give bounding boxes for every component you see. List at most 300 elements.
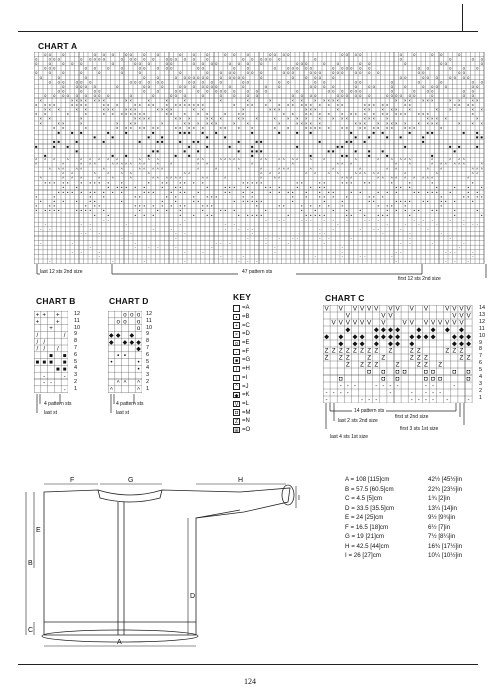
svg-text:×: ×: [102, 102, 105, 108]
svg-text:^: ^: [129, 162, 132, 168]
row-number: 1: [74, 385, 78, 392]
svg-text:o: o: [354, 70, 357, 76]
svg-text:•: •: [193, 212, 195, 218]
svg-text:×: ×: [147, 102, 150, 108]
svg-text:o: o: [399, 52, 402, 57]
svg-text:-: -: [341, 249, 343, 255]
svg-text:•: •: [413, 189, 415, 195]
svg-text:-: -: [319, 231, 321, 237]
svg-text:×: ×: [305, 106, 308, 112]
svg-text:^: ^: [476, 166, 479, 172]
svg-text:^: ^: [237, 157, 240, 163]
svg-text:◆: ◆: [115, 331, 121, 339]
measurement-in: 7½ [8¼]in: [428, 533, 456, 540]
svg-text:-: -: [360, 396, 364, 403]
svg-text:•: •: [179, 208, 181, 214]
svg-text:o: o: [233, 88, 236, 94]
svg-text:•: •: [368, 180, 370, 186]
svg-text:o: o: [183, 83, 186, 89]
svg-text:^: ^: [174, 175, 177, 181]
svg-text:•: •: [49, 203, 51, 209]
svg-text:-: -: [63, 372, 66, 380]
key-equals: =: [242, 426, 246, 433]
svg-text:o: o: [39, 74, 42, 80]
svg-text:■: ■: [62, 352, 67, 360]
svg-text:•: •: [314, 212, 316, 218]
svg-text:•: •: [319, 212, 321, 218]
svg-text:■: ■: [206, 143, 209, 149]
svg-text:×: ×: [242, 111, 245, 117]
key-equals: =: [242, 357, 246, 364]
svg-text:•: •: [454, 208, 456, 214]
svg-text:^: ^: [111, 162, 114, 168]
svg-text:■: ■: [354, 148, 357, 154]
svg-text:■: ■: [35, 143, 38, 149]
svg-text:-: -: [40, 226, 42, 232]
svg-text:^: ^: [201, 157, 204, 163]
svg-text:×: ×: [80, 102, 83, 108]
svg-text:o: o: [179, 83, 182, 89]
schematic-label-c: C: [28, 627, 34, 634]
svg-text:×: ×: [390, 106, 393, 112]
svg-text:×: ×: [35, 102, 38, 108]
svg-text:^: ^: [426, 166, 429, 172]
key-symbol: ⊞: [234, 427, 239, 434]
svg-text:o: o: [210, 83, 213, 89]
svg-text:o: o: [413, 52, 416, 57]
svg-text:×: ×: [381, 102, 384, 108]
svg-text:-: -: [346, 382, 349, 390]
svg-text:×: ×: [431, 116, 434, 122]
key-item: [233, 391, 251, 400]
svg-text:•: •: [350, 189, 352, 195]
svg-text:•: •: [49, 180, 51, 186]
svg-text:×: ×: [120, 111, 123, 117]
svg-text:-: -: [251, 231, 253, 237]
svg-text:o: o: [80, 79, 83, 85]
svg-text:o: o: [192, 74, 195, 80]
svg-text:-: -: [112, 258, 114, 264]
measurement-cm: F = 16.5 [18]cm: [345, 523, 389, 531]
svg-text:■: ■: [201, 129, 204, 135]
svg-text:o: o: [111, 60, 114, 66]
key-item: [233, 356, 251, 365]
svg-text:o: o: [156, 52, 159, 57]
svg-text:×: ×: [152, 102, 155, 108]
svg-text:×: ×: [422, 111, 425, 117]
svg-text:-: -: [80, 231, 82, 237]
row-number: 12: [479, 318, 486, 325]
svg-text:o: o: [143, 83, 146, 89]
svg-text:o: o: [251, 56, 254, 62]
key-item: [233, 374, 251, 383]
svg-text:×: ×: [66, 111, 69, 117]
svg-text:◆: ◆: [459, 333, 464, 341]
svg-text:^: ^: [147, 171, 150, 177]
svg-text:×: ×: [39, 120, 42, 126]
svg-text:×: ×: [98, 97, 101, 103]
svg-text:×: ×: [458, 102, 461, 108]
svg-text:-: -: [238, 258, 240, 264]
svg-text:×: ×: [449, 97, 452, 103]
svg-text:×: ×: [201, 125, 204, 131]
svg-text:•: •: [472, 180, 474, 186]
svg-text:■: ■: [368, 134, 371, 140]
svg-text:o: o: [323, 79, 326, 85]
svg-text:×: ×: [111, 111, 114, 117]
svg-text:o: o: [107, 65, 110, 71]
svg-text:o: o: [138, 70, 141, 76]
key-equals: =: [242, 409, 246, 416]
svg-text:o: o: [314, 74, 317, 80]
svg-text:^: ^: [377, 175, 380, 181]
svg-text:^: ^: [345, 175, 348, 181]
svg-text:•: •: [67, 189, 69, 195]
key-letter: O: [245, 426, 251, 433]
svg-text:×: ×: [264, 102, 267, 108]
svg-text:×: ×: [201, 102, 204, 108]
svg-text:•: •: [409, 180, 411, 186]
svg-text:×: ×: [359, 125, 362, 131]
svg-text:^: ^: [404, 171, 407, 177]
svg-text:•: •: [62, 180, 64, 186]
svg-text:/: /: [43, 345, 46, 353]
svg-text:o: o: [174, 74, 177, 80]
svg-text:×: ×: [399, 111, 402, 117]
key-letter: K: [245, 392, 250, 399]
svg-text:•: •: [117, 352, 120, 360]
svg-text:^: ^: [336, 171, 339, 177]
svg-text:•: •: [134, 194, 136, 200]
svg-text:×: ×: [395, 106, 398, 112]
svg-text:×: ×: [458, 120, 461, 126]
svg-text:-: -: [152, 226, 154, 232]
svg-text:•: •: [431, 189, 433, 195]
svg-text:V: V: [459, 319, 464, 327]
svg-text:×: ×: [404, 97, 407, 103]
svg-text:o: o: [269, 56, 272, 62]
svg-text:o: o: [291, 93, 294, 99]
svg-text:•: •: [296, 185, 298, 191]
svg-text:•: •: [143, 189, 145, 195]
svg-text:×: ×: [372, 116, 375, 122]
svg-text:^: ^: [440, 166, 443, 172]
svg-text:-: -: [427, 226, 429, 232]
svg-text:o: o: [462, 93, 465, 99]
svg-text:•: •: [89, 194, 91, 200]
svg-text:×: ×: [71, 97, 74, 103]
svg-text:×: ×: [449, 106, 452, 112]
svg-text:◆: ◆: [416, 333, 422, 341]
svg-text:^: ^: [48, 166, 51, 172]
svg-text:-: -: [409, 235, 411, 241]
svg-text:■: ■: [251, 152, 254, 158]
svg-text:•: •: [76, 185, 78, 191]
svg-text:o: o: [98, 70, 101, 76]
svg-text:×: ×: [143, 116, 146, 122]
svg-text:•: •: [94, 198, 96, 204]
svg-text:×: ×: [53, 125, 56, 131]
svg-text:o: o: [287, 52, 290, 57]
svg-text:×: ×: [471, 97, 474, 103]
svg-text:^: ^: [123, 379, 127, 387]
svg-text:-: -: [170, 226, 172, 232]
svg-text:-: -: [445, 249, 447, 255]
svg-text:o: o: [120, 56, 123, 62]
svg-text:•: •: [382, 212, 384, 218]
svg-text:■: ■: [66, 143, 69, 149]
svg-text:×: ×: [197, 120, 200, 126]
svg-text:•: •: [184, 180, 186, 186]
svg-text:×: ×: [138, 111, 141, 117]
svg-text:o: o: [53, 56, 56, 62]
key-symbol: ◘: [234, 410, 239, 417]
row-number: 8: [479, 346, 483, 353]
svg-text:×: ×: [102, 111, 105, 117]
svg-text:o: o: [197, 65, 200, 71]
svg-text:o: o: [197, 88, 200, 94]
svg-text:×: ×: [305, 102, 308, 108]
svg-text:o: o: [138, 79, 141, 85]
svg-text:o: o: [143, 74, 146, 80]
measurement-in: 42½ [45½]in: [428, 476, 463, 483]
svg-text:◘: ◘: [338, 375, 343, 383]
svg-text:o: o: [264, 88, 267, 94]
svg-text:^: ^: [147, 157, 150, 163]
svg-text:■: ■: [327, 148, 330, 154]
svg-text:o: o: [359, 93, 362, 99]
svg-text:×: ×: [129, 97, 132, 103]
row-number: 4: [146, 365, 150, 372]
svg-text:^: ^: [228, 157, 231, 163]
svg-text:•: •: [449, 189, 451, 195]
svg-text:×: ×: [395, 97, 398, 103]
svg-text:o: o: [224, 52, 227, 57]
svg-text:■: ■: [399, 134, 402, 140]
svg-text:×: ×: [102, 106, 105, 112]
svg-text:×: ×: [291, 111, 294, 117]
svg-text:-: -: [395, 249, 397, 255]
svg-text:◆: ◆: [395, 340, 400, 348]
svg-text:-: -: [233, 221, 235, 227]
svg-text:×: ×: [251, 102, 254, 108]
svg-text:o: o: [120, 65, 123, 71]
svg-text:Z: Z: [416, 354, 421, 362]
svg-text:o: o: [422, 70, 425, 76]
svg-text:^: ^: [377, 157, 380, 163]
svg-text:•: •: [481, 185, 483, 191]
svg-text:×: ×: [134, 111, 137, 117]
svg-text:-: -: [98, 231, 100, 237]
key-letter: H: [245, 366, 250, 373]
chart-c-row-numbers: [479, 305, 485, 402]
svg-text:•: •: [386, 203, 388, 209]
svg-text:×: ×: [188, 102, 191, 108]
svg-text:-: -: [454, 249, 456, 255]
svg-text:×: ×: [318, 102, 321, 108]
svg-text:Z: Z: [345, 354, 350, 362]
svg-text:o: o: [323, 60, 326, 66]
svg-text:◘: ◘: [452, 368, 457, 376]
svg-text:-: -: [364, 254, 366, 260]
svg-text:×: ×: [174, 102, 177, 108]
svg-text:-: -: [274, 244, 276, 250]
svg-text:o: o: [143, 56, 146, 62]
svg-text:o: o: [287, 79, 290, 85]
svg-text:V: V: [466, 305, 471, 313]
svg-text:^: ^: [120, 166, 123, 172]
svg-text:o: o: [422, 74, 425, 80]
svg-text:×: ×: [71, 102, 74, 108]
svg-text:×: ×: [417, 111, 420, 117]
svg-text:×: ×: [363, 116, 366, 122]
svg-text:o: o: [143, 52, 146, 57]
svg-text:^: ^: [431, 175, 434, 181]
svg-text:o: o: [341, 93, 344, 99]
svg-text:×: ×: [161, 106, 164, 112]
svg-text:^: ^: [260, 175, 263, 181]
svg-text:o: o: [215, 88, 218, 94]
svg-text:×: ×: [300, 102, 303, 108]
svg-text:×: ×: [255, 116, 258, 122]
svg-text:o: o: [255, 93, 258, 99]
svg-text:◆: ◆: [373, 333, 379, 341]
svg-text:×: ×: [75, 97, 78, 103]
svg-text:o: o: [136, 311, 141, 319]
svg-text:×: ×: [363, 106, 366, 112]
svg-text:◘: ◘: [367, 368, 372, 376]
svg-text:o: o: [98, 93, 101, 99]
svg-text:■: ■: [62, 359, 67, 367]
key-symbol: o: [233, 340, 240, 347]
svg-text:o: o: [354, 83, 357, 89]
svg-text:×: ×: [291, 97, 294, 103]
svg-text:V: V: [459, 305, 464, 313]
svg-text:-: -: [391, 254, 393, 260]
svg-text:•: •: [323, 180, 325, 186]
svg-text:×: ×: [408, 106, 411, 112]
svg-text:×: ×: [480, 106, 483, 112]
svg-text:-: -: [80, 249, 82, 255]
svg-text:×: ×: [422, 97, 425, 103]
svg-text:•: •: [35, 203, 37, 209]
svg-text:-: -: [467, 396, 470, 403]
svg-text:-: -: [43, 379, 46, 387]
svg-text:^: ^: [260, 171, 263, 177]
svg-text:-: -: [472, 221, 474, 227]
svg-text:×: ×: [417, 120, 420, 126]
svg-text:Z: Z: [445, 347, 450, 355]
svg-text:^: ^: [309, 157, 312, 163]
svg-text:o: o: [215, 83, 218, 89]
svg-text:^: ^: [435, 171, 438, 177]
svg-text:^: ^: [390, 157, 393, 163]
svg-text:^: ^: [467, 175, 470, 181]
svg-text:^: ^: [350, 162, 353, 168]
svg-text:×: ×: [197, 102, 200, 108]
svg-text:■: ■: [431, 129, 434, 135]
svg-text:•: •: [440, 203, 442, 209]
svg-text:-: -: [445, 258, 447, 264]
svg-text:×: ×: [192, 125, 195, 131]
svg-text:o: o: [98, 88, 101, 94]
svg-text:-: -: [323, 231, 325, 237]
row-number: 9: [74, 331, 78, 338]
svg-text:•: •: [364, 212, 366, 218]
svg-text:×: ×: [84, 102, 87, 108]
svg-text:^: ^: [291, 157, 294, 163]
svg-text:•: •: [260, 180, 262, 186]
svg-text:•: •: [319, 189, 321, 195]
svg-text:-: -: [49, 226, 51, 232]
svg-text:o: o: [354, 79, 357, 85]
svg-text:•: •: [121, 189, 123, 195]
svg-text:■: ■: [309, 152, 312, 158]
svg-text:o: o: [260, 74, 263, 80]
key-equals: =: [242, 322, 246, 329]
svg-text:^: ^: [444, 162, 447, 168]
svg-text:V: V: [452, 312, 457, 320]
svg-text:•: •: [301, 180, 303, 186]
svg-text:•: •: [139, 208, 141, 214]
svg-text:•: •: [175, 194, 177, 200]
svg-text:^: ^: [471, 166, 474, 172]
svg-text:•: •: [98, 180, 100, 186]
svg-text:-: -: [256, 258, 258, 264]
svg-text:×: ×: [341, 111, 344, 117]
svg-text:V: V: [459, 312, 464, 320]
top-rule: [18, 31, 478, 32]
svg-text:^: ^: [341, 175, 344, 181]
svg-text:×: ×: [75, 102, 78, 108]
svg-text:◆: ◆: [395, 326, 400, 334]
svg-text:•: •: [152, 189, 154, 195]
svg-text:•: •: [238, 212, 240, 218]
key-item: [233, 330, 251, 339]
svg-text:o: o: [156, 65, 159, 71]
svg-text:^: ^: [188, 171, 191, 177]
svg-text:•: •: [161, 180, 163, 186]
svg-text:o: o: [80, 83, 83, 89]
svg-text:-: -: [463, 240, 465, 246]
svg-text:◆: ◆: [459, 326, 464, 334]
svg-text:-: -: [238, 226, 240, 232]
svg-text:o: o: [89, 79, 92, 85]
svg-text:o: o: [242, 79, 245, 85]
svg-text:Z: Z: [338, 354, 343, 362]
svg-text:o: o: [48, 60, 51, 66]
svg-text:•: •: [121, 198, 123, 204]
svg-text:^: ^: [206, 162, 209, 168]
svg-text:•: •: [350, 180, 352, 186]
svg-text:o: o: [314, 70, 317, 76]
svg-text:×: ×: [440, 125, 443, 131]
svg-text:×: ×: [323, 97, 326, 103]
svg-text:×: ×: [138, 125, 141, 131]
svg-text:•: •: [328, 203, 330, 209]
svg-text:-: -: [224, 221, 226, 227]
svg-text:×: ×: [336, 106, 339, 112]
svg-text:-: -: [89, 244, 91, 250]
svg-text:×: ×: [314, 106, 317, 112]
svg-text:×: ×: [309, 102, 312, 108]
svg-text:^: ^: [372, 171, 375, 177]
svg-text:Z: Z: [424, 361, 428, 369]
svg-text:V: V: [409, 305, 414, 313]
svg-text:•: •: [94, 212, 96, 218]
svg-text:•: •: [58, 208, 60, 214]
svg-text:o: o: [57, 79, 60, 85]
